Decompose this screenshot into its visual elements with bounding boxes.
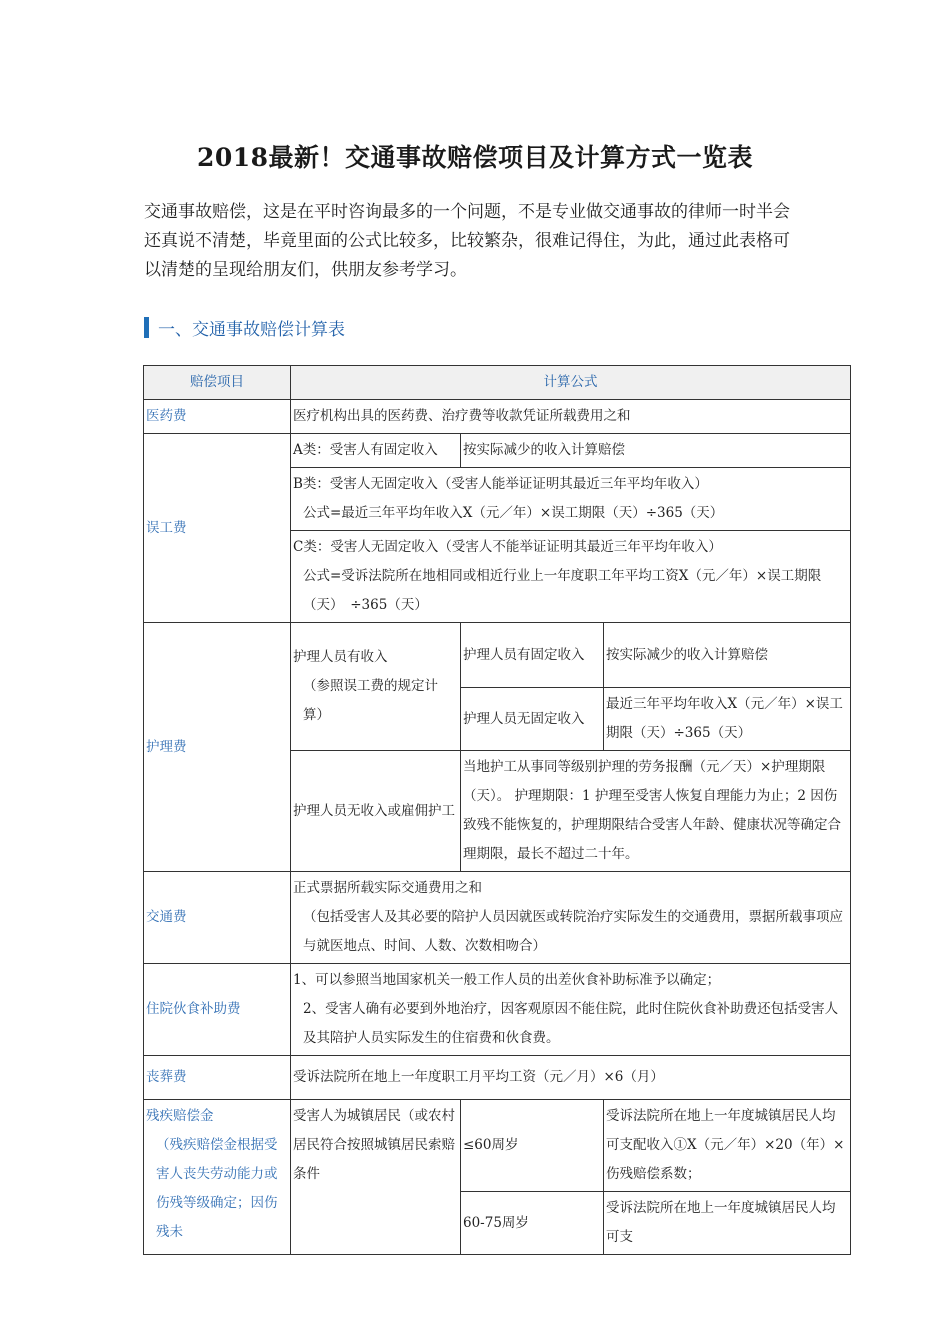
disability-formula1: 受诉法院所在地上一年度城镇居民人均可支配收入①X（元／年）×20（年）×伤残赔偿系数； [604, 1100, 851, 1192]
section-heading-text: 一、交通事故赔偿计算表 [158, 319, 345, 340]
lost-work-b-line1: B类：受害人无固定收入（受害人能举证证明其最近三年平均年收入） [293, 476, 708, 492]
section-bar-icon [144, 317, 149, 338]
lost-work-c-line1: C类：受害人无固定收入（受害人不能举证证明其最近三年平均年收入） [293, 539, 722, 555]
table-row [144, 434, 851, 468]
item-medical: 医药费 [144, 400, 291, 434]
lost-work-c-line2: 公式=受诉法院所在地相同或相近行业上一年度职工年平均工资X（元／年）×误工期限（天） ÷365（天） [303, 568, 822, 613]
table-header-row [144, 366, 851, 400]
disability-age1: ≤60周岁 [461, 1100, 604, 1192]
nursing-nonfixed-label: 护理人员无固定收入 [461, 688, 604, 751]
lost-work-c [291, 531, 851, 623]
intro-paragraph: 交通事故赔偿，这是在平时咨询最多的一个问题，不是专业做交通事故的律师一时半会还真说不清楚，毕竟里面的公式比较多，比较繁杂，很难记得住，为此，通过此表格可以清楚的呈现给朋友们，供朋友参考学习。 [144, 202, 790, 280]
disability-age2: 60-75周岁 [461, 1192, 604, 1255]
nursing-nonfixed-formula: 最近三年平均年收入X（元／年）×误工期限（天）÷365（天） [604, 688, 851, 751]
table-row [144, 1056, 851, 1100]
disability-item-line2: （残疾赔偿金根据受害人丧失劳动能力或伤残等级确定；因伤残未 [156, 1137, 278, 1240]
item-nursing: 护理费 [144, 623, 291, 872]
lost-work-a-label: A类：受害人有固定收入 [291, 434, 461, 468]
funeral-formula: 受诉法院所在地上一年度职工月平均工资（元／月）×6（月） [291, 1056, 851, 1100]
nursing-no-income-formula: 当地护工从事同等级别护理的劳务报酬（元／天）×护理期限（天）。 护理期限：1 护理至受害人恢复自理能力为止；2 因伤致残不能恢复的，护理期限结合受害人年龄、健康状况等确定合理期限，最长不超过二十年。 [461, 751, 851, 872]
item-transport: 交通费 [144, 872, 291, 964]
lost-work-b-line2: 公式=最近三年平均年收入X（元／年）×误工期限（天）÷365（天） [303, 505, 724, 521]
disability-formula2: 受诉法院所在地上一年度城镇居民人均可支 [604, 1192, 851, 1255]
meal-subsidy-line2: 2、受害人确有必要到外地治疗，因客观原因不能住院，此时住院伙食补助费还包括受害人及其陪护人员实际发生的住宿费和伙食费。 [303, 1001, 839, 1046]
meal-subsidy-line1: 1、可以参照当地国家机关一般工作人员的出差伙食补助标准予以确定； [293, 972, 721, 988]
compensation-table [143, 365, 851, 1255]
item-disability [144, 1100, 291, 1255]
disability-item-line1: 残疾赔偿金 [146, 1108, 214, 1124]
item-lost-work: 误工费 [144, 434, 291, 623]
table-row [144, 872, 851, 964]
nursing-has-income-line2: （参照误工费的规定计算） [303, 678, 438, 723]
table-row [144, 400, 851, 434]
nursing-has-income [291, 623, 461, 751]
item-funeral: 丧葬费 [144, 1056, 291, 1100]
nursing-fixed-label: 护理人员有固定收入 [461, 623, 604, 688]
header-formula: 计算公式 [291, 366, 851, 400]
lost-work-b [291, 468, 851, 531]
nursing-fixed-formula: 按实际减少的收入计算赔偿 [604, 623, 851, 688]
table-row [144, 1100, 851, 1192]
nursing-no-income-label: 护理人员无收入或雇佣护工 [291, 751, 461, 872]
transport-line1: 正式票据所载实际交通费用之和 [293, 880, 482, 896]
nursing-has-income-line1: 护理人员有收入 [293, 649, 388, 665]
header-item: 赔偿项目 [144, 366, 291, 400]
transport-formula [291, 872, 851, 964]
disability-condition: 受害人为城镇居民（或农村居民符合按照城镇居民索赔条件 [291, 1100, 461, 1255]
meal-subsidy-formula [291, 964, 851, 1056]
section-heading [144, 316, 345, 338]
lost-work-a-formula: 按实际减少的收入计算赔偿 [461, 434, 851, 468]
formula-medical: 医疗机构出具的医药费、治疗费等收款凭证所载费用之和 [291, 400, 851, 434]
page-title: 2018最新！交通事故赔偿项目及计算方式一览表 [196, 143, 754, 172]
table-row [144, 964, 851, 1056]
table-row [144, 623, 851, 688]
transport-line2: （包括受害人及其必要的陪护人员因就医或转院治疗实际发生的交通费用，票据所载事项应与就医地点、时间、人数、次数相吻合） [303, 909, 843, 954]
item-meal-subsidy: 住院伙食补助费 [144, 964, 291, 1056]
